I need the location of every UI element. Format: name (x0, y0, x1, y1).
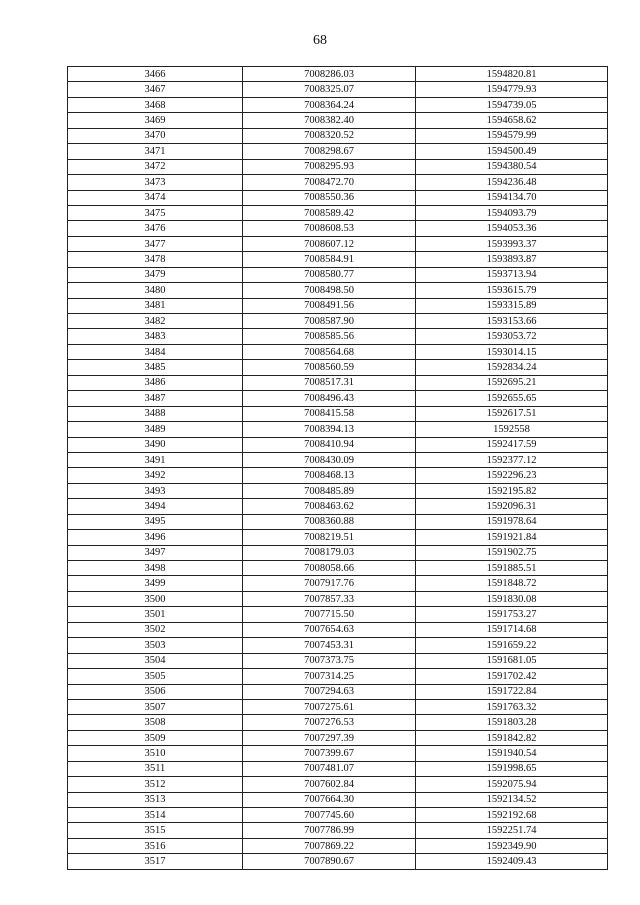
y-coordinate-cell: 1591998.65 (416, 761, 608, 776)
y-coordinate-cell: 1591842.82 (416, 730, 608, 745)
point-number-cell: 3480 (68, 283, 243, 298)
y-coordinate-cell: 1592377.12 (416, 452, 608, 467)
y-coordinate-cell: 1593615.79 (416, 283, 608, 298)
point-number-cell: 3495 (68, 514, 243, 529)
x-coordinate-cell: 7007664.30 (243, 792, 416, 807)
table-row (68, 144, 608, 159)
table-row (68, 221, 608, 236)
table-row (68, 561, 608, 576)
table-row (68, 159, 608, 174)
point-number-cell: 3508 (68, 715, 243, 730)
table-row (68, 283, 608, 298)
table-row (68, 823, 608, 838)
x-coordinate-cell: 7008584.91 (243, 252, 416, 267)
y-coordinate-cell: 1592134.52 (416, 792, 608, 807)
table-row (68, 653, 608, 668)
y-coordinate-cell: 1592834.24 (416, 360, 608, 375)
y-coordinate-cell: 1592558 (416, 422, 608, 437)
y-coordinate-cell: 1591763.32 (416, 699, 608, 714)
x-coordinate-cell: 7008498.50 (243, 283, 416, 298)
y-coordinate-cell: 1591902.75 (416, 545, 608, 560)
y-coordinate-cell: 1591885.51 (416, 561, 608, 576)
x-coordinate-cell: 7008472.70 (243, 175, 416, 190)
table-row (68, 344, 608, 359)
table-row (68, 298, 608, 313)
point-number-cell: 3482 (68, 314, 243, 329)
coordinates-table (67, 66, 608, 870)
point-number-cell: 3506 (68, 684, 243, 699)
point-number-cell: 3496 (68, 530, 243, 545)
x-coordinate-cell: 7008589.42 (243, 205, 416, 220)
point-number-cell: 3507 (68, 699, 243, 714)
x-coordinate-cell: 7007481.07 (243, 761, 416, 776)
point-number-cell: 3488 (68, 406, 243, 421)
y-coordinate-cell: 1594236.48 (416, 175, 608, 190)
y-coordinate-cell: 1591753.27 (416, 607, 608, 622)
point-number-cell: 3475 (68, 205, 243, 220)
table-row (68, 607, 608, 622)
x-coordinate-cell: 7008219.51 (243, 530, 416, 545)
point-number-cell: 3478 (68, 252, 243, 267)
y-coordinate-cell: 1591830.08 (416, 591, 608, 606)
point-number-cell: 3504 (68, 653, 243, 668)
table-row (68, 808, 608, 823)
x-coordinate-cell: 7008585.56 (243, 329, 416, 344)
table-row (68, 205, 608, 220)
point-number-cell: 3466 (68, 67, 243, 82)
table-row (68, 530, 608, 545)
point-number-cell: 3494 (68, 499, 243, 514)
y-coordinate-cell: 1591714.68 (416, 622, 608, 637)
table-row (68, 838, 608, 853)
point-number-cell: 3502 (68, 622, 243, 637)
point-number-cell: 3515 (68, 823, 243, 838)
table-row (68, 82, 608, 97)
table-row (68, 437, 608, 452)
y-coordinate-cell: 1593053.72 (416, 329, 608, 344)
point-number-cell: 3509 (68, 730, 243, 745)
point-number-cell: 3483 (68, 329, 243, 344)
table-row (68, 576, 608, 591)
table-row (68, 67, 608, 82)
y-coordinate-cell: 1594739.05 (416, 97, 608, 112)
y-coordinate-cell: 1591659.22 (416, 638, 608, 653)
point-number-cell: 3510 (68, 746, 243, 761)
x-coordinate-cell: 7008496.43 (243, 391, 416, 406)
y-coordinate-cell: 1591722.84 (416, 684, 608, 699)
y-coordinate-cell: 1594380.54 (416, 159, 608, 174)
x-coordinate-cell: 7008564.68 (243, 344, 416, 359)
table-row (68, 514, 608, 529)
table-row (68, 792, 608, 807)
y-coordinate-cell: 1591940.54 (416, 746, 608, 761)
y-coordinate-cell: 1594779.93 (416, 82, 608, 97)
point-number-cell: 3511 (68, 761, 243, 776)
x-coordinate-cell: 7008491.56 (243, 298, 416, 313)
y-coordinate-cell: 1591702.42 (416, 669, 608, 684)
table-row (68, 669, 608, 684)
x-coordinate-cell: 7007275.61 (243, 699, 416, 714)
point-number-cell: 3498 (68, 561, 243, 576)
point-number-cell: 3517 (68, 854, 243, 869)
y-coordinate-cell: 1594134.70 (416, 190, 608, 205)
table-row (68, 638, 608, 653)
table-row (68, 777, 608, 792)
y-coordinate-cell: 1593153.66 (416, 314, 608, 329)
table-row (68, 730, 608, 745)
table-row (68, 684, 608, 699)
x-coordinate-cell: 7008517.31 (243, 375, 416, 390)
x-coordinate-cell: 7008485.89 (243, 483, 416, 498)
x-coordinate-cell: 7007786.99 (243, 823, 416, 838)
x-coordinate-cell: 7008587.90 (243, 314, 416, 329)
y-coordinate-cell: 1592617.51 (416, 406, 608, 421)
point-number-cell: 3487 (68, 391, 243, 406)
point-number-cell: 3470 (68, 128, 243, 143)
point-number-cell: 3489 (68, 422, 243, 437)
point-number-cell: 3516 (68, 838, 243, 853)
x-coordinate-cell: 7008382.40 (243, 113, 416, 128)
point-number-cell: 3481 (68, 298, 243, 313)
y-coordinate-cell: 1592655.65 (416, 391, 608, 406)
point-number-cell: 3501 (68, 607, 243, 622)
x-coordinate-cell: 7008550.36 (243, 190, 416, 205)
point-number-cell: 3468 (68, 97, 243, 112)
table-row (68, 360, 608, 375)
x-coordinate-cell: 7008179.03 (243, 545, 416, 560)
table-row (68, 746, 608, 761)
x-coordinate-cell: 7008364.24 (243, 97, 416, 112)
x-coordinate-cell: 7007654.63 (243, 622, 416, 637)
y-coordinate-cell: 1591978.64 (416, 514, 608, 529)
x-coordinate-cell: 7008325.07 (243, 82, 416, 97)
y-coordinate-cell: 1592251.74 (416, 823, 608, 838)
x-coordinate-cell: 7008580.77 (243, 267, 416, 282)
point-number-cell: 3474 (68, 190, 243, 205)
table-row (68, 483, 608, 498)
table-row (68, 468, 608, 483)
y-coordinate-cell: 1591803.28 (416, 715, 608, 730)
table-row (68, 236, 608, 251)
table-row (68, 499, 608, 514)
x-coordinate-cell: 7008430.09 (243, 452, 416, 467)
point-number-cell: 3485 (68, 360, 243, 375)
x-coordinate-cell: 7008410.94 (243, 437, 416, 452)
table-row (68, 113, 608, 128)
point-number-cell: 3500 (68, 591, 243, 606)
x-coordinate-cell: 7008415.58 (243, 406, 416, 421)
y-coordinate-cell: 1592695.21 (416, 375, 608, 390)
y-coordinate-cell: 1592349.90 (416, 838, 608, 853)
point-number-cell: 3471 (68, 144, 243, 159)
point-number-cell: 3512 (68, 777, 243, 792)
x-coordinate-cell: 7008608.53 (243, 221, 416, 236)
table-row (68, 545, 608, 560)
point-number-cell: 3499 (68, 576, 243, 591)
x-coordinate-cell: 7007917.76 (243, 576, 416, 591)
x-coordinate-cell: 7008298.67 (243, 144, 416, 159)
point-number-cell: 3472 (68, 159, 243, 174)
x-coordinate-cell: 7007399.67 (243, 746, 416, 761)
table-row (68, 452, 608, 467)
table-row (68, 267, 608, 282)
table-row (68, 761, 608, 776)
x-coordinate-cell: 7007314.25 (243, 669, 416, 684)
point-number-cell: 3514 (68, 808, 243, 823)
x-coordinate-cell: 7008463.62 (243, 499, 416, 514)
coordinates-table-body (68, 67, 608, 870)
x-coordinate-cell: 7007297.39 (243, 730, 416, 745)
y-coordinate-cell: 1594820.81 (416, 67, 608, 82)
x-coordinate-cell: 7008320.52 (243, 128, 416, 143)
x-coordinate-cell: 7007890.67 (243, 854, 416, 869)
x-coordinate-cell: 7008360.88 (243, 514, 416, 529)
point-number-cell: 3491 (68, 452, 243, 467)
y-coordinate-cell: 1594658.62 (416, 113, 608, 128)
y-coordinate-cell: 1592075.94 (416, 777, 608, 792)
y-coordinate-cell: 1591681.05 (416, 653, 608, 668)
y-coordinate-cell: 1594053.36 (416, 221, 608, 236)
y-coordinate-cell: 1592296.23 (416, 468, 608, 483)
y-coordinate-cell: 1592195.82 (416, 483, 608, 498)
point-number-cell: 3492 (68, 468, 243, 483)
x-coordinate-cell: 7008560.59 (243, 360, 416, 375)
table-row (68, 591, 608, 606)
point-number-cell: 3505 (68, 669, 243, 684)
point-number-cell: 3503 (68, 638, 243, 653)
table-row (68, 175, 608, 190)
x-coordinate-cell: 7008607.12 (243, 236, 416, 251)
y-coordinate-cell: 1593993.37 (416, 236, 608, 251)
table-row (68, 97, 608, 112)
x-coordinate-cell: 7007745.60 (243, 808, 416, 823)
table-row (68, 699, 608, 714)
y-coordinate-cell: 1593713.94 (416, 267, 608, 282)
table-row (68, 406, 608, 421)
y-coordinate-cell: 1592192.68 (416, 808, 608, 823)
table-row (68, 422, 608, 437)
point-number-cell: 3513 (68, 792, 243, 807)
table-row (68, 252, 608, 267)
y-coordinate-cell: 1591921.84 (416, 530, 608, 545)
x-coordinate-cell: 7007453.31 (243, 638, 416, 653)
point-number-cell: 3497 (68, 545, 243, 560)
point-number-cell: 3484 (68, 344, 243, 359)
y-coordinate-cell: 1594500.49 (416, 144, 608, 159)
point-number-cell: 3479 (68, 267, 243, 282)
y-coordinate-cell: 1591848.72 (416, 576, 608, 591)
table-row (68, 854, 608, 869)
x-coordinate-cell: 7007857.33 (243, 591, 416, 606)
x-coordinate-cell: 7008468.13 (243, 468, 416, 483)
point-number-cell: 3467 (68, 82, 243, 97)
point-number-cell: 3493 (68, 483, 243, 498)
x-coordinate-cell: 7008286.03 (243, 67, 416, 82)
point-number-cell: 3476 (68, 221, 243, 236)
table-row (68, 128, 608, 143)
table-row (68, 715, 608, 730)
table-row (68, 190, 608, 205)
table-row (68, 329, 608, 344)
table-row (68, 314, 608, 329)
x-coordinate-cell: 7007373.75 (243, 653, 416, 668)
x-coordinate-cell: 7007276.53 (243, 715, 416, 730)
y-coordinate-cell: 1594579.99 (416, 128, 608, 143)
x-coordinate-cell: 7008394.13 (243, 422, 416, 437)
point-number-cell: 3490 (68, 437, 243, 452)
point-number-cell: 3486 (68, 375, 243, 390)
y-coordinate-cell: 1593014.15 (416, 344, 608, 359)
y-coordinate-cell: 1593893.87 (416, 252, 608, 267)
point-number-cell: 3469 (68, 113, 243, 128)
x-coordinate-cell: 7007602.84 (243, 777, 416, 792)
table-row (68, 391, 608, 406)
page-number: 68 (313, 33, 327, 48)
point-number-cell: 3477 (68, 236, 243, 251)
y-coordinate-cell: 1592409.43 (416, 854, 608, 869)
table-row (68, 375, 608, 390)
table-row (68, 622, 608, 637)
point-number-cell: 3473 (68, 175, 243, 190)
y-coordinate-cell: 1593315.89 (416, 298, 608, 313)
x-coordinate-cell: 7008295.93 (243, 159, 416, 174)
y-coordinate-cell: 1592417.59 (416, 437, 608, 452)
x-coordinate-cell: 7007869.22 (243, 838, 416, 853)
x-coordinate-cell: 7007294.63 (243, 684, 416, 699)
x-coordinate-cell: 7007715.50 (243, 607, 416, 622)
y-coordinate-cell: 1594093.79 (416, 205, 608, 220)
x-coordinate-cell: 7008058.66 (243, 561, 416, 576)
y-coordinate-cell: 1592096.31 (416, 499, 608, 514)
